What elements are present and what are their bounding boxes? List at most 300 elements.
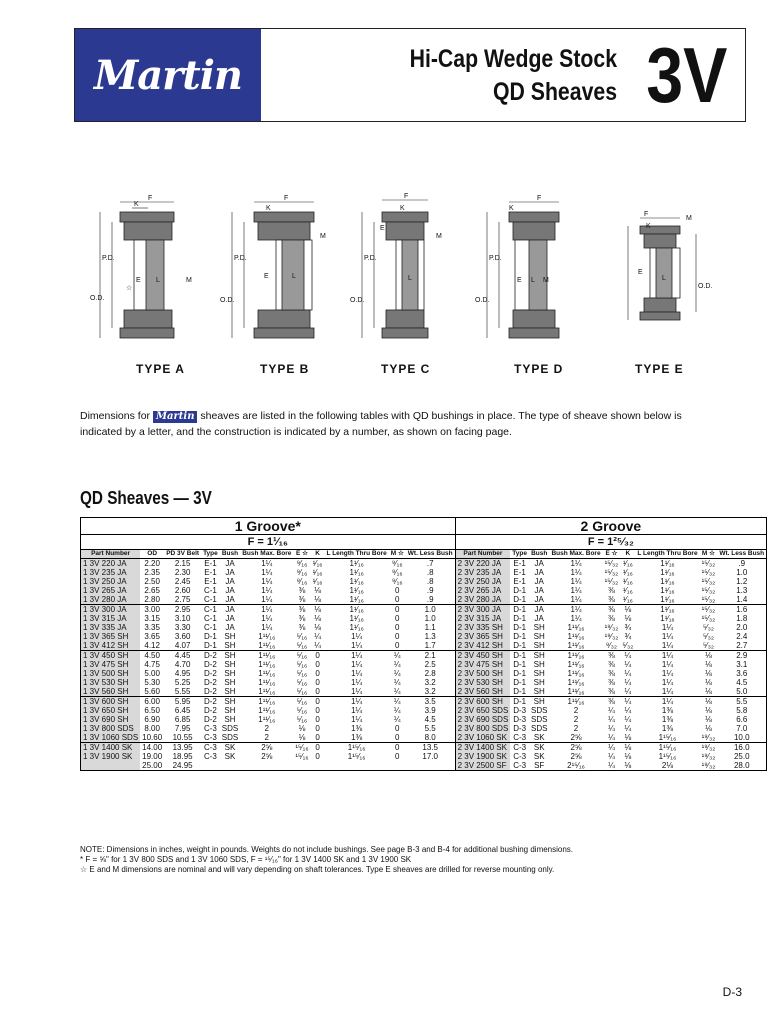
value-cell: JA [225, 594, 235, 604]
value-cell: D-1 [513, 677, 527, 687]
value-cell: 2⅝ [261, 751, 273, 761]
k-label: K [266, 205, 271, 212]
table-row [81, 733, 767, 743]
value-cell: 1¼ [661, 631, 674, 641]
value-cell: ¹⁹⁄₃₂ [701, 732, 716, 742]
value-cell: 0 [389, 742, 406, 752]
value-cell: SH [224, 677, 236, 687]
part-number-cell: 2 3V 250 JA [455, 577, 510, 586]
value-cell: ⁵⁄₁₆ [296, 686, 308, 696]
value-cell: ⁵⁄₁₆ [296, 659, 308, 669]
qd-sheaves-table [80, 517, 767, 771]
value-cell: 1¼ [351, 640, 363, 650]
value-cell: 7.0 [717, 724, 766, 733]
martin-logo [75, 29, 261, 121]
value-cell: 2⅛ [635, 761, 699, 771]
part-number-cell: 1 3V 265 JA [81, 586, 141, 595]
part-number-cell: 18.95 [172, 751, 193, 761]
value-cell: SDS [530, 714, 548, 724]
value-cell: ⅜ [608, 594, 615, 604]
value-cell: ⁵⁄₁₆ [293, 650, 310, 660]
part-number-cell: 2 3V 220 JA [455, 558, 510, 568]
value-cell: C-3 [510, 742, 529, 752]
value-cell: D-2 [203, 668, 217, 678]
value-cell: 1¹⁄₁₆ [349, 585, 364, 595]
value-cell: C-3 [203, 751, 217, 761]
value-cell: 17.0 [406, 752, 455, 761]
part-number-cell: 4.95 [174, 668, 191, 678]
l-label: L [531, 277, 535, 284]
value-cell: ⅛ [311, 604, 325, 614]
value-cell: 5.00 [144, 668, 160, 678]
value-cell: SH [220, 650, 240, 660]
value-cell: ⁵⁄₃₂ [702, 622, 714, 632]
col-header-1g: PD 3V Belt [166, 550, 200, 557]
value-cell: ¹⁵⁄₃₂ [701, 594, 716, 604]
value-cell: 1¹¹⁄₁₆ [567, 668, 585, 678]
value-cell: ⅛ [298, 732, 306, 742]
value-cell: 2.4 [717, 632, 766, 641]
e-label: E [517, 277, 522, 284]
part-number-cell: 1 3V 280 JA [81, 595, 141, 605]
value-cell: 0 [395, 631, 400, 641]
value-cell: SH [224, 705, 236, 715]
value-cell: 1¹¹⁄₁₆ [567, 622, 585, 632]
series-code: 3V [645, 31, 727, 119]
value-cell: SK [224, 751, 236, 761]
value-cell: ⅜ [608, 668, 615, 678]
part-number-cell: 1 3V 530 SH [81, 678, 141, 687]
value-cell: 1⅜ [661, 705, 674, 715]
table-row [81, 742, 767, 752]
k-label: K [134, 201, 139, 208]
value-cell: ⅛ [705, 714, 712, 724]
part-number-cell: 24.95 [164, 761, 201, 771]
f-label: F [644, 211, 649, 218]
value-cell: SDS [221, 732, 239, 742]
table-row [81, 586, 767, 595]
value-cell: ⅜ [608, 613, 615, 623]
value-cell: JA [534, 594, 544, 604]
value-cell: 2.50 [144, 576, 160, 586]
value-cell: ¼ [393, 714, 401, 724]
value-cell: 1⅜ [661, 723, 674, 733]
value-cell: ⅜ [608, 677, 615, 687]
e-label: E [380, 225, 385, 232]
value-cell: ¹⁄₁₆ [620, 558, 635, 568]
value-cell [201, 761, 220, 771]
part-number-cell: 7.95 [174, 723, 191, 733]
value-cell: 2.0 [717, 623, 766, 632]
col-header-2g: K [620, 550, 635, 559]
part-number-cell: 2 3V 2500 SF [455, 761, 510, 771]
value-cell: 3.6 [717, 669, 766, 678]
value-cell: 2¹⁵⁄₁₆ [549, 761, 602, 771]
value-cell: 2 [573, 723, 579, 733]
value-cell: 1¼ [261, 594, 273, 604]
part-number-cell: 1 3V 560 SH [81, 687, 141, 697]
value-cell: 2 [264, 723, 269, 733]
table-row [81, 660, 767, 669]
value-cell: E-1 [204, 576, 217, 586]
value-cell: 3.5 [406, 696, 455, 706]
part-number-cell: 4.70 [174, 659, 191, 669]
value-cell: ¼ [624, 723, 632, 733]
type-d-label: TYPE D [514, 362, 564, 376]
value-cell: 1¼ [570, 567, 582, 577]
value-cell: 2.80 [144, 594, 160, 604]
value-cell: 2.20 [140, 558, 164, 568]
table-row [81, 715, 767, 724]
value-cell: 5.5 [717, 696, 766, 706]
value-cell: ¼ [314, 640, 321, 650]
value-cell: D-1 [510, 650, 529, 660]
value-cell: ¼ [624, 659, 632, 669]
value-cell: 1¼ [661, 677, 674, 687]
value-cell: D-3 [513, 723, 527, 733]
part-number-cell: 2 3V 1900 SK [455, 752, 510, 761]
col-header-2g: E ☆ [603, 550, 621, 559]
value-cell: 1¹¹⁄₁₆ [258, 640, 276, 650]
value-cell: 1¹⁄₁₆ [325, 604, 389, 614]
value-cell: ¹⁹⁄₃₂ [604, 631, 619, 641]
part-number-cell: 6.45 [174, 705, 191, 715]
value-cell: 1¹¹⁄₁₆ [240, 650, 293, 660]
part-number-cell: 2.45 [174, 576, 191, 586]
value-cell: 1¹⁄₁₆ [635, 604, 699, 614]
value-cell: 0 [395, 585, 400, 595]
value-cell [240, 761, 293, 771]
value-cell: ⅜ [603, 604, 621, 614]
value-cell: ⅜ [298, 585, 306, 595]
value-cell: 1¼ [661, 668, 674, 678]
value-cell: ⁵⁄₁₆ [296, 668, 308, 678]
value-cell: ⁵⁄₁₆ [296, 677, 308, 687]
col-header-2g: Bush Max. Bore [551, 550, 601, 557]
value-cell: SH [224, 640, 236, 650]
group1-title: 1 Groove* [81, 518, 456, 535]
value-cell: SH [224, 686, 236, 696]
value-cell: JA [225, 576, 235, 586]
value-cell: ⁵⁄₃₂ [702, 640, 714, 650]
k-label: K [646, 223, 651, 230]
notes [80, 845, 720, 875]
value-cell: 0 [311, 650, 325, 660]
part-number-cell: 2 3V 1400 SK [455, 742, 510, 752]
value-cell: 2.1 [406, 650, 455, 660]
value-cell: 1¼ [570, 585, 582, 595]
star-label: ☆ [126, 285, 133, 292]
value-cell: D-1 [513, 659, 527, 669]
value-cell: ¼ [603, 761, 621, 771]
value-cell: SH [533, 640, 545, 650]
value-cell: 2⅝ [570, 732, 582, 742]
part-number-cell: 2 3V 300 JA [455, 604, 510, 614]
value-cell: ⁵⁄₁₆ [296, 714, 308, 724]
value-cell: 1⅜ [661, 714, 674, 724]
value-cell: ⅛ [298, 723, 306, 733]
value-cell: JA [220, 558, 240, 568]
value-cell: 0 [315, 751, 320, 761]
value-cell: ⅜ [298, 594, 306, 604]
col-header-1g: Bush Max. Bore [242, 550, 292, 557]
col-header-1g: OD [140, 550, 164, 559]
part-number-cell: 2.75 [174, 594, 191, 604]
value-cell: 5.0 [717, 687, 766, 697]
value-cell: ¾ [624, 631, 632, 641]
value-cell: 0 [315, 659, 320, 669]
part-number-cell: 1 3V 335 JA [81, 623, 141, 632]
value-cell: ⅛ [314, 594, 321, 604]
value-cell: ⅛ [705, 677, 712, 687]
value-cell: ⅛ [620, 742, 635, 752]
value-cell: ⅜ [608, 686, 615, 696]
part-number-cell: 3.60 [174, 631, 191, 641]
value-cell: ¼ [620, 650, 635, 660]
value-cell: 28.0 [717, 761, 766, 771]
value-cell: 1¼ [351, 677, 363, 687]
value-cell: 1¼ [570, 576, 582, 586]
type-b-label: TYPE B [260, 362, 310, 376]
value-cell: D-1 [203, 640, 217, 650]
value-cell: E-1 [510, 558, 529, 568]
od-label: O.D. [350, 297, 365, 304]
value-cell: 1¹¹⁄₁₆ [549, 650, 602, 660]
value-cell: D-1 [513, 640, 527, 650]
value-cell: JA [534, 567, 544, 577]
value-cell: D-1 [510, 604, 529, 614]
value-cell: ¹⁵⁄₃₂ [701, 576, 716, 586]
value-cell: 1¼ [661, 640, 674, 650]
value-cell: D-1 [203, 631, 217, 641]
value-cell: 1¼ [570, 594, 582, 604]
value-cell: 2 [573, 705, 579, 715]
value-cell: ⅛ [705, 686, 712, 696]
value-cell: ⁵⁄₁₆ [296, 631, 308, 641]
value-cell: ¾ [624, 622, 632, 632]
value-cell: SH [533, 668, 545, 678]
value-cell: D-2 [201, 650, 220, 660]
value-cell: ¼ [393, 686, 401, 696]
value-cell: D-2 [203, 686, 217, 696]
part-number-cell: 1 3V 690 SH [81, 715, 141, 724]
value-cell: 3.2 [406, 678, 455, 687]
m-label: M [686, 215, 692, 222]
value-cell: 1¹¹⁄₁₆ [258, 677, 276, 687]
value-cell: 1¼ [261, 622, 273, 632]
value-cell: ¼ [624, 668, 632, 678]
value-cell: 1¹¹⁄₁₆ [258, 631, 276, 641]
od-label: O.D. [90, 295, 105, 302]
value-cell: 1¼ [261, 576, 273, 586]
value-cell: C-3 [203, 732, 217, 742]
pd-label: P.D. [489, 255, 502, 262]
value-cell: 2.35 [144, 567, 160, 577]
value-cell: ¹⁄₁₆ [312, 558, 323, 568]
value-cell: ⅜ [298, 622, 306, 632]
k-label: K [400, 205, 405, 212]
value-cell: 1.8 [717, 614, 766, 623]
col-header-2g: Part Number [455, 550, 510, 559]
value-cell: 4.12 [144, 640, 160, 650]
value-cell: 3.2 [406, 687, 455, 697]
value-cell: C-3 [201, 742, 220, 752]
od-label: O.D. [698, 283, 713, 290]
value-cell: 1¹¹⁄₁₆ [567, 686, 585, 696]
value-cell: C-1 [201, 604, 220, 614]
value-cell: D-2 [203, 705, 217, 715]
e-label: E [638, 269, 643, 276]
value-cell: 25.00 [142, 760, 163, 770]
value-cell: 14.00 [142, 742, 163, 752]
value-cell: D-3 [513, 705, 527, 715]
l-label: L [662, 275, 666, 282]
type-d-diagram [475, 190, 590, 355]
value-cell: 2.5 [406, 660, 455, 669]
value-cell: SH [224, 659, 236, 669]
value-cell: 1¹⁄₁₆ [635, 558, 699, 568]
value-cell: ⅛ [314, 613, 321, 623]
value-cell: D-1 [513, 613, 527, 623]
value-cell: .8 [406, 568, 455, 577]
value-cell: ⁵⁄₁₆ [293, 696, 310, 706]
part-number-cell: 2 3V 475 SH [455, 660, 510, 669]
value-cell: 1¼ [661, 659, 674, 669]
value-cell: ¼ [314, 631, 321, 641]
value-cell: ⅛ [314, 585, 321, 595]
od-label: O.D. [475, 297, 490, 304]
value-cell: ¹⁵⁄₃₂ [604, 576, 619, 586]
value-cell: 3.65 [144, 631, 160, 641]
table-row [81, 669, 767, 678]
col-header-2g: Type [512, 550, 527, 557]
group2-title: 2 Groove [455, 518, 767, 535]
value-cell: 0 [311, 742, 325, 752]
l-label: L [292, 273, 296, 280]
col-header-1g: L Length Thru Bore [326, 550, 387, 557]
part-number-cell: 3.10 [174, 613, 191, 623]
value-cell: ¹⁵⁄₃₂ [701, 585, 716, 595]
value-cell: ¹⁄₁₆ [622, 585, 633, 595]
part-number-cell: 1 3V 800 SDS [81, 724, 141, 733]
table-body [81, 558, 767, 770]
col-header-2g: L Length Thru Bore [637, 550, 698, 557]
page-title [410, 43, 617, 109]
value-cell: 1¼ [549, 558, 602, 568]
value-cell [406, 761, 455, 771]
value-cell: 8.00 [144, 723, 160, 733]
value-cell: ⅛ [705, 659, 712, 669]
table-row [81, 641, 767, 651]
value-cell: 1¹¹⁄₁₆ [567, 631, 585, 641]
value-cell: 0 [315, 714, 320, 724]
value-cell: D-1 [513, 622, 527, 632]
col-header-2g: Bush [529, 550, 549, 559]
table-row [81, 558, 767, 568]
value-cell: ⁹⁄₃₂ [605, 640, 618, 650]
value-cell: ¼ [624, 714, 632, 724]
value-cell: JA [529, 604, 549, 614]
value-cell: 1¼ [351, 631, 363, 641]
value-cell: SK [533, 751, 545, 761]
value-cell: 0 [311, 696, 325, 706]
value-cell: 2.8 [406, 669, 455, 678]
value-cell: ¼ [624, 705, 632, 715]
value-cell: 0 [395, 622, 400, 632]
part-number-cell: 3.30 [174, 622, 191, 632]
table-row [81, 577, 767, 586]
part-number-cell: 2 3V 315 JA [455, 614, 510, 623]
value-cell: ¼ [603, 742, 621, 752]
type-e-label: TYPE E [635, 362, 684, 376]
value-cell: ¹⁵⁄₃₂ [701, 613, 716, 623]
value-cell: SK [533, 732, 545, 742]
value-cell: 0 [395, 723, 400, 733]
value-cell: JA [225, 622, 235, 632]
value-cell: SH [529, 650, 549, 660]
table-row [81, 761, 767, 771]
value-cell: E-1 [513, 567, 526, 577]
part-number-cell: 1 3V 300 JA [81, 604, 141, 614]
value-cell: 0 [315, 677, 320, 687]
value-cell: 1.0 [406, 604, 455, 614]
part-number-cell: 2 3V 235 JA [455, 568, 510, 577]
value-cell: 16.0 [717, 742, 766, 752]
m-label: M [320, 233, 326, 240]
col-header-2g: Wt. Less Bush [717, 550, 766, 559]
part-number-cell: 10.55 [172, 732, 193, 742]
value-cell: 5.8 [717, 706, 766, 715]
value-cell: ⁹⁄₁₆ [391, 576, 403, 586]
part-number-cell: 1 3V 600 SH [81, 696, 141, 706]
value-cell: 1¼ [351, 705, 363, 715]
value-cell: ⅛ [314, 622, 321, 632]
value-cell: ¼ [608, 705, 615, 715]
value-cell: D-1 [510, 696, 529, 706]
value-cell: SH [533, 677, 545, 687]
value-cell: D-3 [513, 714, 527, 724]
value-cell: SDS [221, 723, 239, 733]
value-cell: ⅛ [705, 668, 712, 678]
note-line-3: ☆ E and M dimensions are nominal and will vary depending on shaft tolerances. Type E sheaves are drilled for reverse mounting only. [80, 865, 555, 874]
value-cell: ⅛ [705, 723, 712, 733]
value-cell: 1¹⁄₁₆ [349, 613, 364, 623]
table-row [81, 678, 767, 687]
value-cell: 1¹¹⁄₁₆ [240, 696, 293, 706]
value-cell: ¹⁵⁄₃₂ [700, 558, 718, 568]
value-cell: ¹⁄₁₆ [622, 576, 633, 586]
value-cell: 5.30 [144, 677, 160, 687]
value-cell: SH [224, 631, 236, 641]
part-number-cell: 1 3V 500 SH [81, 669, 141, 678]
value-cell: 1¼ [325, 650, 389, 660]
value-cell: 2.65 [144, 585, 160, 595]
part-number-cell: 1 3V 1400 SK [81, 742, 141, 752]
table-row [81, 568, 767, 577]
col-header-1g: E ☆ [293, 550, 310, 559]
value-cell: C-1 [203, 585, 217, 595]
part-number-cell: 2 3V 365 SH [455, 632, 510, 641]
m-label: M [543, 277, 549, 284]
value-cell: ⁹⁄₁₆ [391, 567, 403, 577]
value-cell: ¹⁵⁄₃₂ [701, 567, 716, 577]
value-cell: ¼ [624, 686, 632, 696]
table-row [81, 623, 767, 632]
value-cell: ¼ [624, 677, 632, 687]
value-cell: 1¹⁄₁₆ [660, 585, 675, 595]
part-number-cell: 2 3V 560 SH [455, 687, 510, 697]
value-cell: 1¹¹⁄₁₆ [567, 659, 585, 669]
